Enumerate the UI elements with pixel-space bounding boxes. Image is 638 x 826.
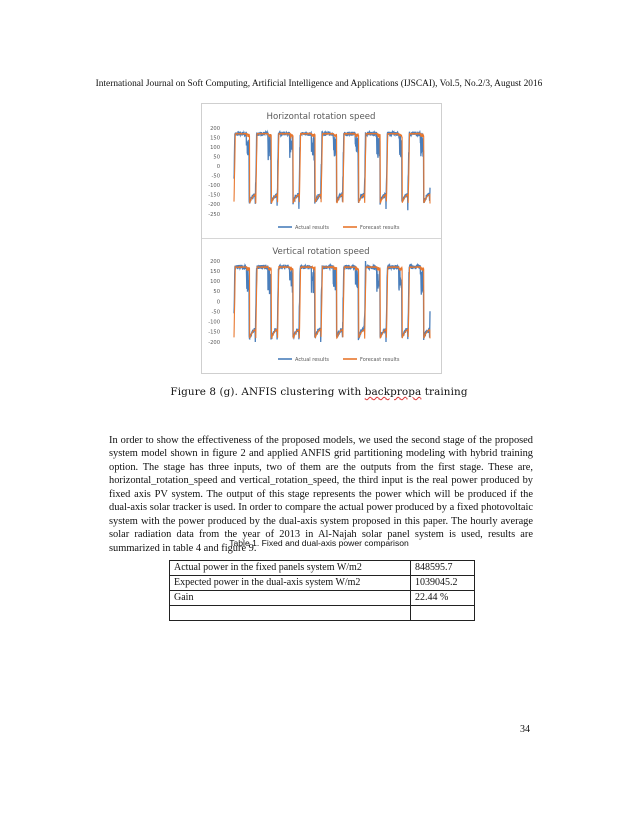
horizontal-speed-plot <box>202 104 441 238</box>
row-value: 22.44 % <box>411 591 475 606</box>
y-tick-label: -100 <box>208 183 220 190</box>
y-tick-label: -200 <box>208 339 220 346</box>
y-tick-label: 50 <box>213 154 220 161</box>
caption-misspelled-word: backpropa <box>364 386 422 398</box>
y-tick-label: 150 <box>210 135 220 142</box>
y-tick-label: 200 <box>210 125 220 132</box>
y-tick-label: 200 <box>210 258 220 265</box>
legend-label-forecast: Forecast results <box>360 225 400 231</box>
figure-8g <box>201 103 442 374</box>
chart-title: Vertical rotation speed <box>272 247 370 257</box>
y-tick-label: -200 <box>208 202 220 209</box>
y-tick-label: -50 <box>211 309 220 316</box>
y-tick-label: 0 <box>216 164 220 171</box>
journal-header: International Journal on Soft Computing, Artificial Intelligence and Applications (IJSCAI), Vol.5, No.2/3, August 2016 <box>95 79 543 89</box>
figure-caption <box>0 386 638 398</box>
series-actual-results-line <box>234 131 430 210</box>
table-row <box>170 576 475 591</box>
caption-text-start: Figure 8 (g). ANFIS clustering with <box>170 386 365 398</box>
y-tick-label: 100 <box>210 144 220 151</box>
table-row <box>170 561 475 576</box>
legend-label-forecast: Forecast results <box>360 357 400 363</box>
table-row <box>170 606 475 621</box>
series-actual-results-line <box>234 261 430 342</box>
table-title: Table 1. Fixed and dual-axis power comparison <box>229 538 409 548</box>
row-label: Gain <box>170 591 411 606</box>
y-tick-label: -150 <box>208 329 220 336</box>
vertical-speed-plot <box>202 239 441 373</box>
row-label: Actual power in the fixed panels system W/m2 <box>170 561 411 576</box>
row-value: 848595.7 <box>411 561 475 576</box>
y-tick-label: -100 <box>208 319 220 326</box>
y-tick-label: -50 <box>211 173 220 180</box>
page-number: 34 <box>520 724 530 735</box>
y-tick-label: -150 <box>208 192 220 199</box>
table-row <box>170 591 475 606</box>
chart-vertical-rotation-speed <box>202 238 441 373</box>
legend-label-actual: Actual results <box>295 357 330 363</box>
y-tick-label: 50 <box>213 289 220 296</box>
y-tick-label: 150 <box>210 268 220 275</box>
row-value: 1039045.2 <box>411 576 475 591</box>
y-tick-label: -250 <box>208 211 220 218</box>
legend-label-actual: Actual results <box>295 225 330 231</box>
power-comparison-table <box>169 560 475 621</box>
body-paragraph <box>109 434 533 555</box>
row-value <box>411 606 475 621</box>
paragraph-text: In order to show the effectiveness of the proposed models, we used the second stage of the proposed system model shown in figure 2 and applied ANFIS grid partitioning modeling with hybrid training option. The stage has three inputs, two of them are the outputs from the first stage. These are, horizontal_rotation_speed and vertical_rotation_speed, the third input is the real power produced by fixed axis PV system. The output of this stage represents the power which will be produced if the dual-axis solar tracker is used. In order to compare the actual power produced by a fixed photovoltaic system with the power produced by the dual-axis system proposed in this paper. The hourly average solar radiation data from the year of 2013 in Al-Najah solar panel system is used, results are summarized in table 4 and figure 9. <box>109 435 533 554</box>
row-label: Expected power in the dual-axis system W/m2 <box>170 576 411 591</box>
y-tick-label: 100 <box>210 279 220 286</box>
chart-title: Horizontal rotation speed <box>266 112 376 122</box>
chart-horizontal-rotation-speed <box>202 104 441 238</box>
y-tick-label: 0 <box>216 299 220 306</box>
caption-text-end: training <box>421 386 468 398</box>
row-label <box>170 606 411 621</box>
